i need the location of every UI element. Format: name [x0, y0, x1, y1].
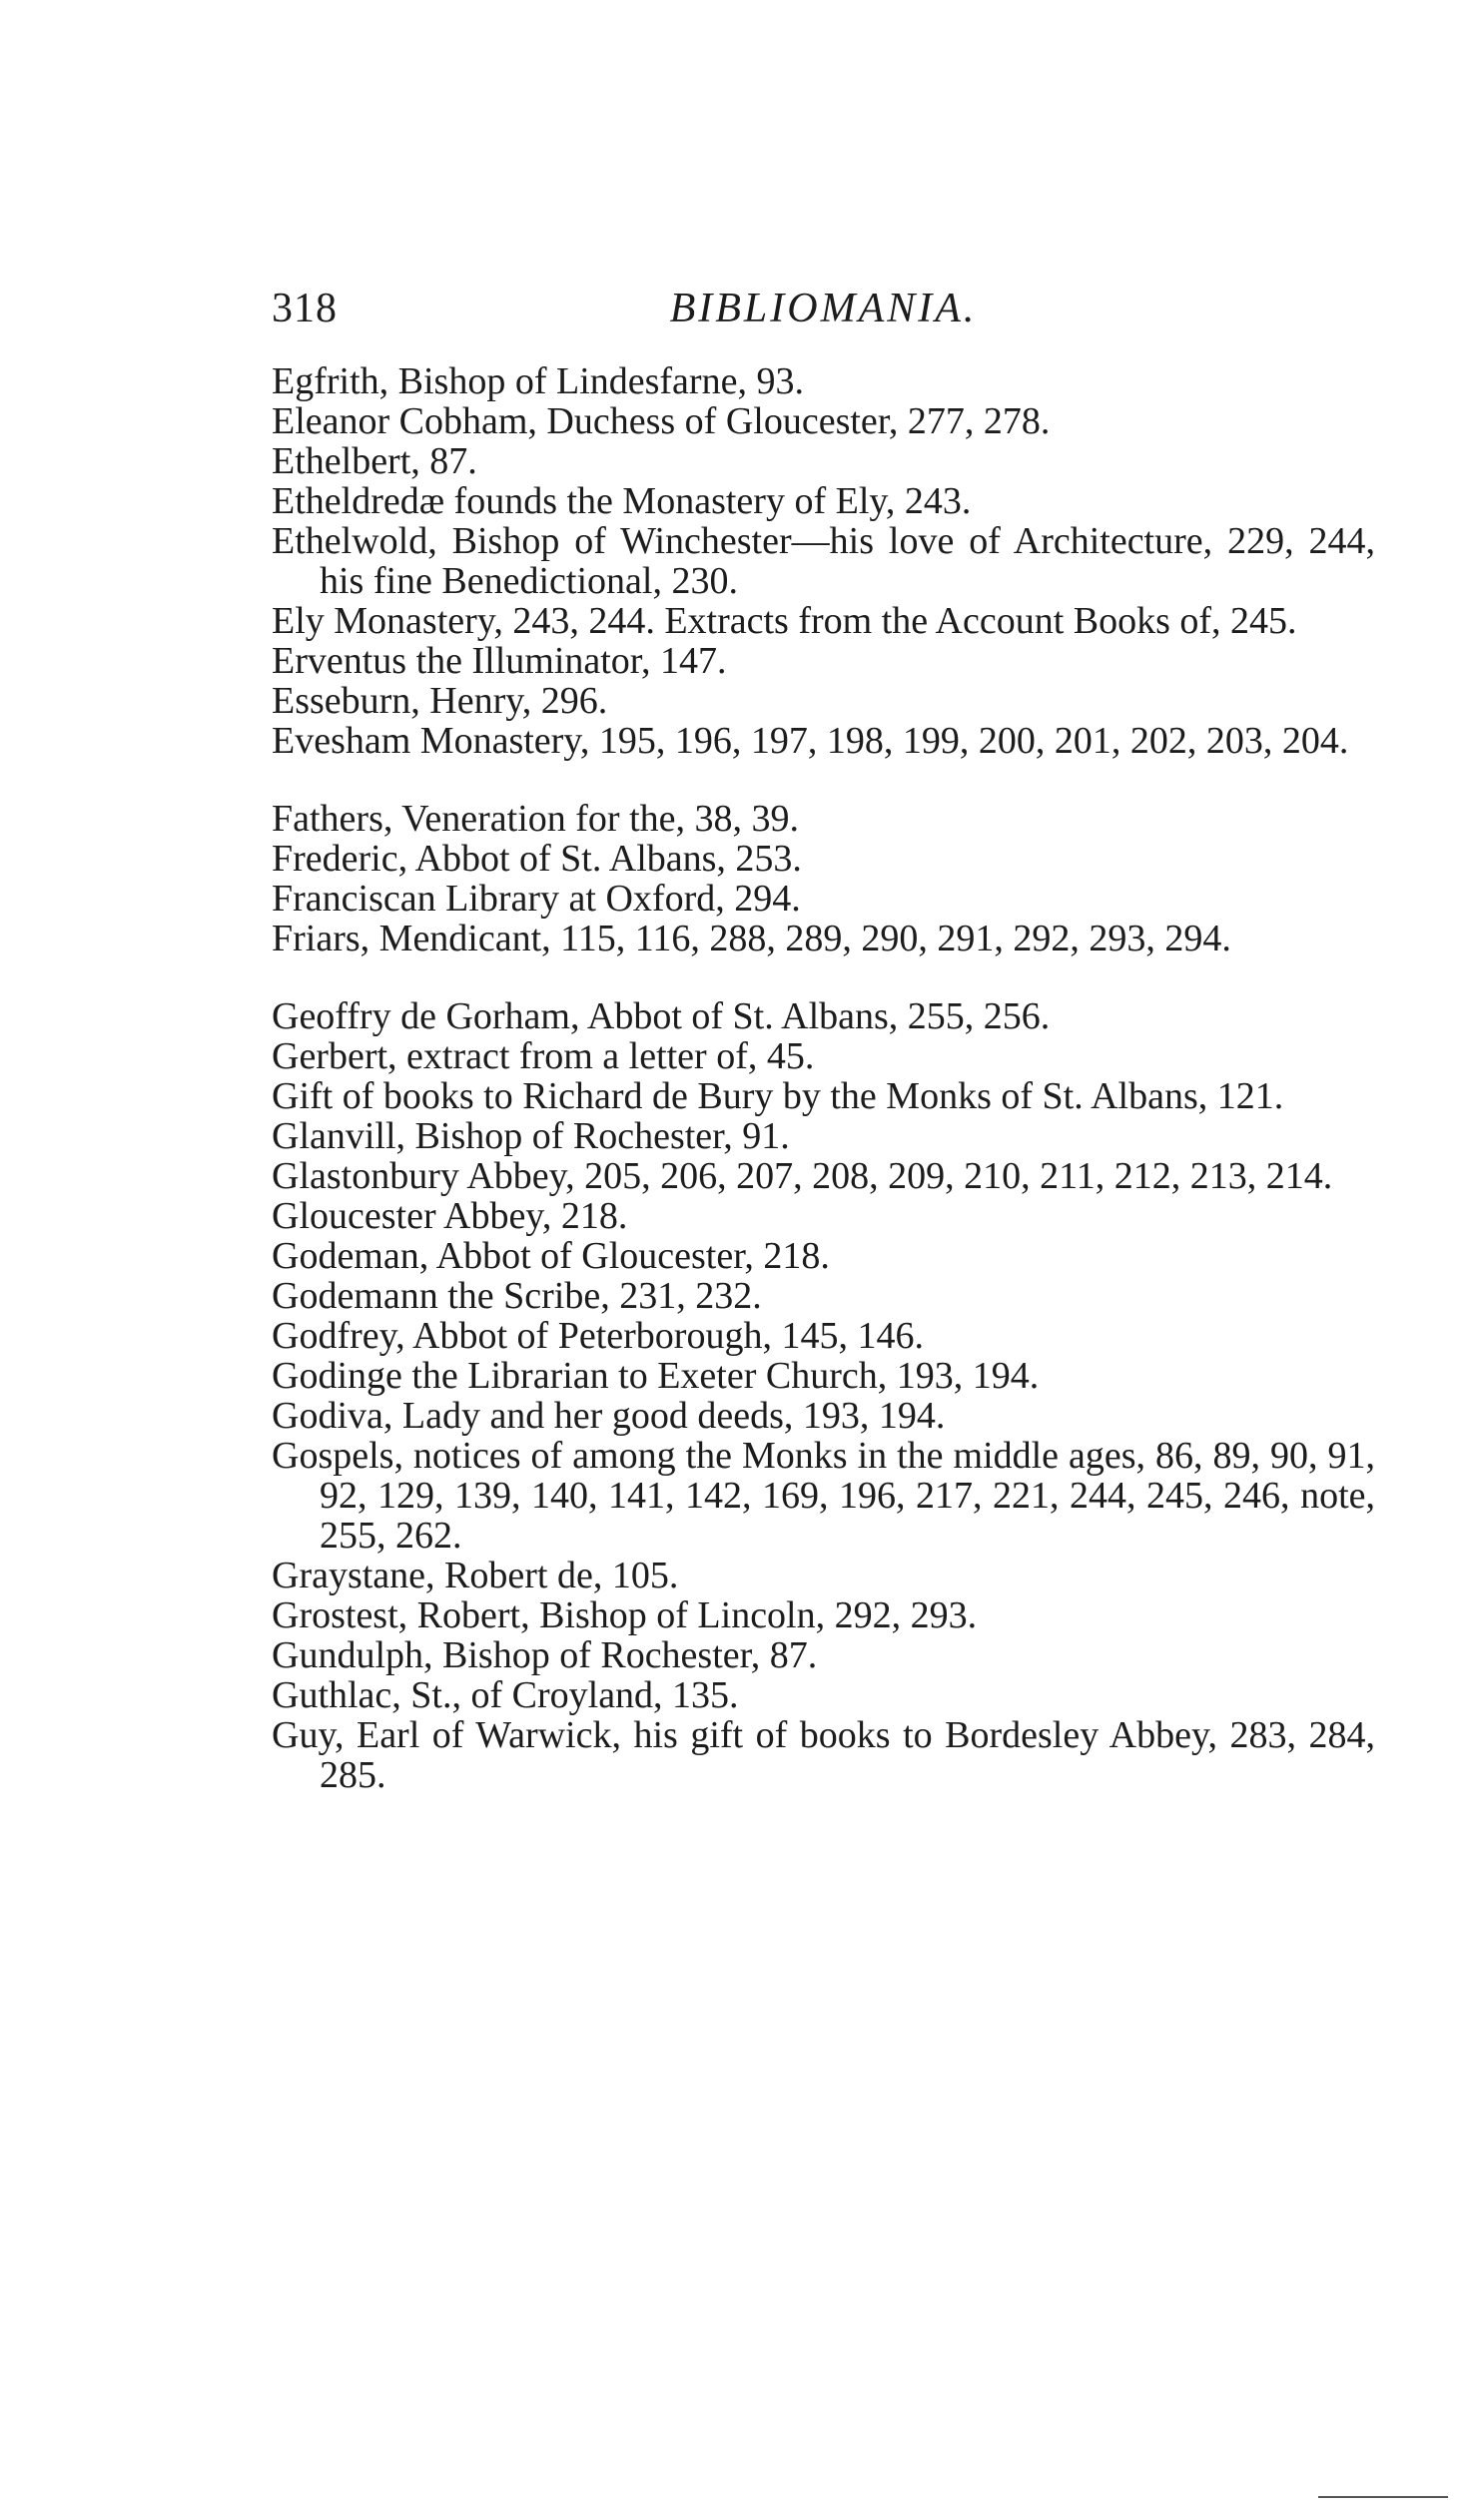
running-title: BIBLIOMANIA. [669, 286, 978, 331]
index-entry: Gundulph, Bishop of Rochester, 87. [272, 1634, 818, 1676]
index-entry: Godfrey, Abbot of Peterborough, 145, 146. [272, 1315, 924, 1357]
index-entry: Godinge the Librarian to Exeter Church, 193, 194. [272, 1355, 1040, 1397]
index-entry: Etheldredæ founds the Monastery of Ely, 243. [272, 480, 972, 522]
index-entry: Gerbert, extract from a letter of, 45. [272, 1035, 815, 1077]
index-entry: Frederic, Abbot of St. Albans, 253. [272, 838, 802, 880]
index-entry: Gloucester Abbey, 218. [272, 1195, 628, 1237]
footer-rule [1318, 2496, 1448, 2498]
index-group-f [272, 799, 1375, 958]
index-entry: Guthlac, St., of Croyland, 135. [272, 1674, 739, 1716]
index-group-g [272, 996, 1375, 1795]
index-entry: Glanvill, Bishop of Rochester, 91. [272, 1115, 790, 1157]
index-entry: Godeman, Abbot of Gloucester, 218. [272, 1235, 830, 1277]
index-entry: Erventus the Illuminator, 147. [272, 640, 727, 682]
index-entry: Ely Monastery, 243, 244. Extracts from the Account Books of, 245. [272, 600, 1297, 642]
index-entry: Gift of books to Richard de Bury by the Monks of St. Albans, 121. [272, 1075, 1284, 1117]
index-entry: Eleanor Cobham, Duchess of Gloucester, 277, 278. [272, 400, 1051, 442]
page-number: 318 [272, 286, 338, 331]
index-entry: Esseburn, Henry, 296. [272, 680, 608, 722]
running-head [272, 285, 1375, 344]
index-entry: Grostest, Robert, Bishop of Lincoln, 292, 293. [272, 1594, 978, 1636]
index-entry: Godemann the Scribe, 231, 232. [272, 1275, 762, 1317]
index-entry: Guy, Earl of Warwick, his gift of books to Bordesley Abbey, 283, 284, 285. [272, 1714, 1375, 1796]
index-entry: Egfrith, Bishop of Lindesfarne, 93. [272, 360, 804, 402]
index-entry: Ethelbert, 87. [272, 440, 477, 482]
index-entry: Franciscan Library at Oxford, 294. [272, 878, 801, 920]
index-entry: Ethelwold, Bishop of Winchester—his love of Architecture, 229, 244, his fine Benedictional, 230. [272, 520, 1375, 602]
index-entry: Friars, Mendicant, 115, 116, 288, 289, 290, 291, 292, 293, 294. [272, 918, 1231, 959]
index-list [272, 361, 1375, 1833]
index-entry: Geoffry de Gorham, Abbot of St. Albans, 255, 256. [272, 995, 1051, 1037]
index-entry: Glastonbury Abbey, 205, 206, 207, 208, 209, 210, 211, 212, 213, 214. [272, 1155, 1333, 1197]
index-entry: Graystane, Robert de, 105. [272, 1555, 679, 1596]
index-entry: Gospels, notices of among the Monks in the middle ages, 86, 89, 90, 91, 92, 129, 139, 140, 141, 142, 169, 196, 217, 221, 244, 245, 246, note, 255, 262. [272, 1435, 1375, 1557]
index-entry: Fathers, Veneration for the, 38, 39. [272, 798, 800, 840]
index-group-e [272, 361, 1375, 761]
index-entry: Evesham Monastery, 195, 196, 197, 198, 199, 200, 201, 202, 203, 204. [272, 720, 1349, 762]
index-entry: Godiva, Lady and her good deeds, 193, 194. [272, 1395, 946, 1437]
